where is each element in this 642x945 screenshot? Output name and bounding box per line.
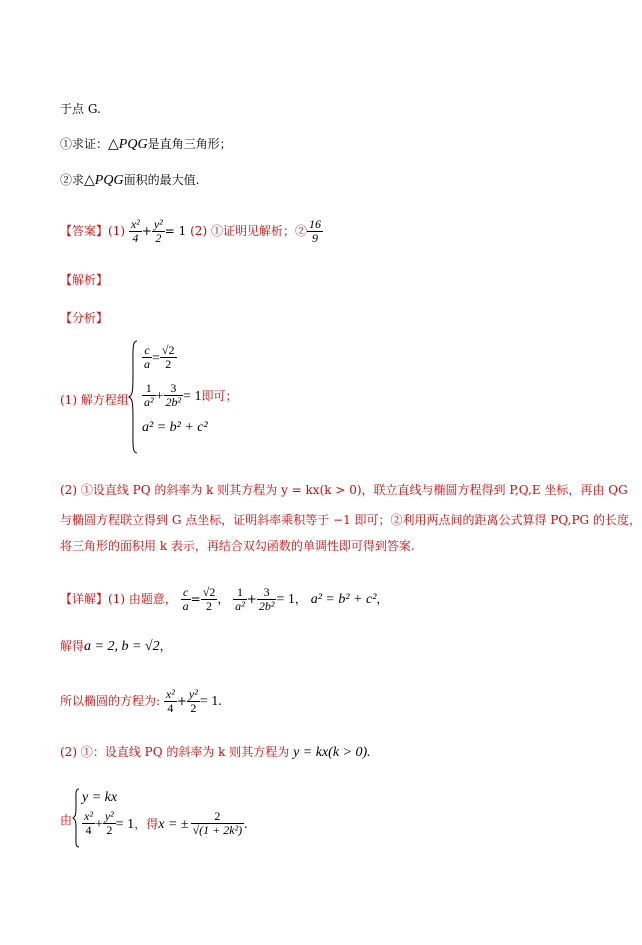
analysis-2-line-3: 将三角形的面积用 k 表示，再结合双勾函数的单调性即可得到答案. (60, 539, 415, 553)
fenxi-tag: 【分析】 (60, 311, 109, 325)
detail-tag: 【详解】 (60, 592, 109, 606)
analysis-1-brace (128, 340, 138, 456)
analysis-1-system (142, 344, 302, 454)
detail-line-1: 【详解】(1) 由题意， $\frac{c}{a}$ = $\frac{√2}{2}$ ， $\frac{1}{\text{a²}}$ + $\frac{3}{\text{2b²}}$ = 1， a² = b² + c²， (60, 585, 389, 613)
question-part-1 (60, 136, 232, 153)
detail-sys (82, 790, 342, 850)
left-brace-icon (128, 340, 138, 454)
analysis-1-row-3: a² = b² + c² (142, 420, 208, 435)
detail-part-1: (1) 由题意， (108, 592, 177, 606)
answer-line: 【答案】(1) $\frac{\text{x²}}{4}$ + $\frac{\text{y²}}{2}$ = 1 (2) ①证明见解析；② $\frac{16}{9}$ (60, 217, 321, 245)
analysis-1-row-2: $\frac{1}{\text{a²}}$ + $\frac{3}{\text{2b²}}$ = 1即可； (144, 381, 238, 409)
question-part-1-suffix: 是直角三角形； (147, 137, 232, 151)
detail-sys-brace (72, 788, 80, 852)
detail-sys-row-2: $\frac{\text{x²}}{4}$ + $\frac{\text{y²}}{2}$ = 1，得x = ± $\frac{2}{\text{√(1 + 2k²)}}$ . (84, 809, 248, 837)
answer-tag: 【答案】 (60, 224, 109, 238)
detail-frac-c-a: $\frac{c}{a}$ (182, 585, 189, 613)
jiexi-tag: 【解析】 (60, 273, 109, 287)
text-line-point-g: 于点 G. (60, 102, 101, 116)
answer-part-1: (1) (108, 224, 126, 238)
detail-sys-row-1: y = kx (82, 790, 118, 805)
answer-eq-rhs: = 1 (164, 224, 187, 238)
answer-part-2: (2) ①证明见解析；② (190, 224, 307, 238)
answer-frac-x: $\frac{\text{x²}}{4}$ (130, 217, 140, 245)
detail-eq-3: a² = b² + c² (310, 592, 377, 607)
detail-sys-prefix: 由 (60, 813, 73, 827)
analysis-2-line-1: (2) ①设直线 PQ 的斜率为 k 则其方程为 y = kx(k > 0)，联立直线与椭圆方程得到 P,Q,E 坐标，再由 QG (60, 483, 628, 497)
detail-part-2-eq: y = kx(k > 0). (293, 745, 371, 760)
analysis-1-prefix: (1) 解方程组 (60, 393, 129, 407)
answer-frac-16-9: $\frac{16}{9}$ (308, 217, 321, 245)
question-part-1-prefix: ①求证： (60, 137, 109, 151)
question-part-2 (60, 172, 199, 189)
detail-solved-values: a = 2, b = √2 (84, 639, 160, 654)
analysis-1-suffix: 即可； (201, 389, 238, 403)
question-part-2-suffix: 面积的最大值. (123, 173, 200, 187)
triangle-pqg: △PQG (108, 137, 148, 152)
detail-ellipse: 所以椭圆的方程为: $\frac{\text{x²}}{4}$ + $\frac{\text{y²}}{2}$ = 1. (60, 687, 222, 715)
analysis-1-row-1: $\frac{c}{a}$ = $\frac{√2}{2}$ (144, 343, 175, 371)
left-brace-icon (72, 788, 80, 848)
question-part-2-prefix: ②求 (60, 173, 85, 187)
triangle-pqg-2: △PQG (84, 173, 124, 188)
detail-part-2-line: (2) ①：设直线 PQ 的斜率为 k 则其方程为 y = kx(k > 0). (60, 745, 371, 760)
detail-solved: 解得a = 2, b = √2， (60, 639, 172, 654)
analysis-2-line-2: 与椭圆方程联立得到 G 点坐标，证明斜率乘积等于 −1 即可；②利用两点间的距离公式算得 PQ,PG 的长度， (60, 513, 641, 527)
detail-sys-result: x = ± (158, 817, 189, 832)
answer-frac-y: $\frac{\text{y²}}{2}$ (153, 217, 163, 245)
